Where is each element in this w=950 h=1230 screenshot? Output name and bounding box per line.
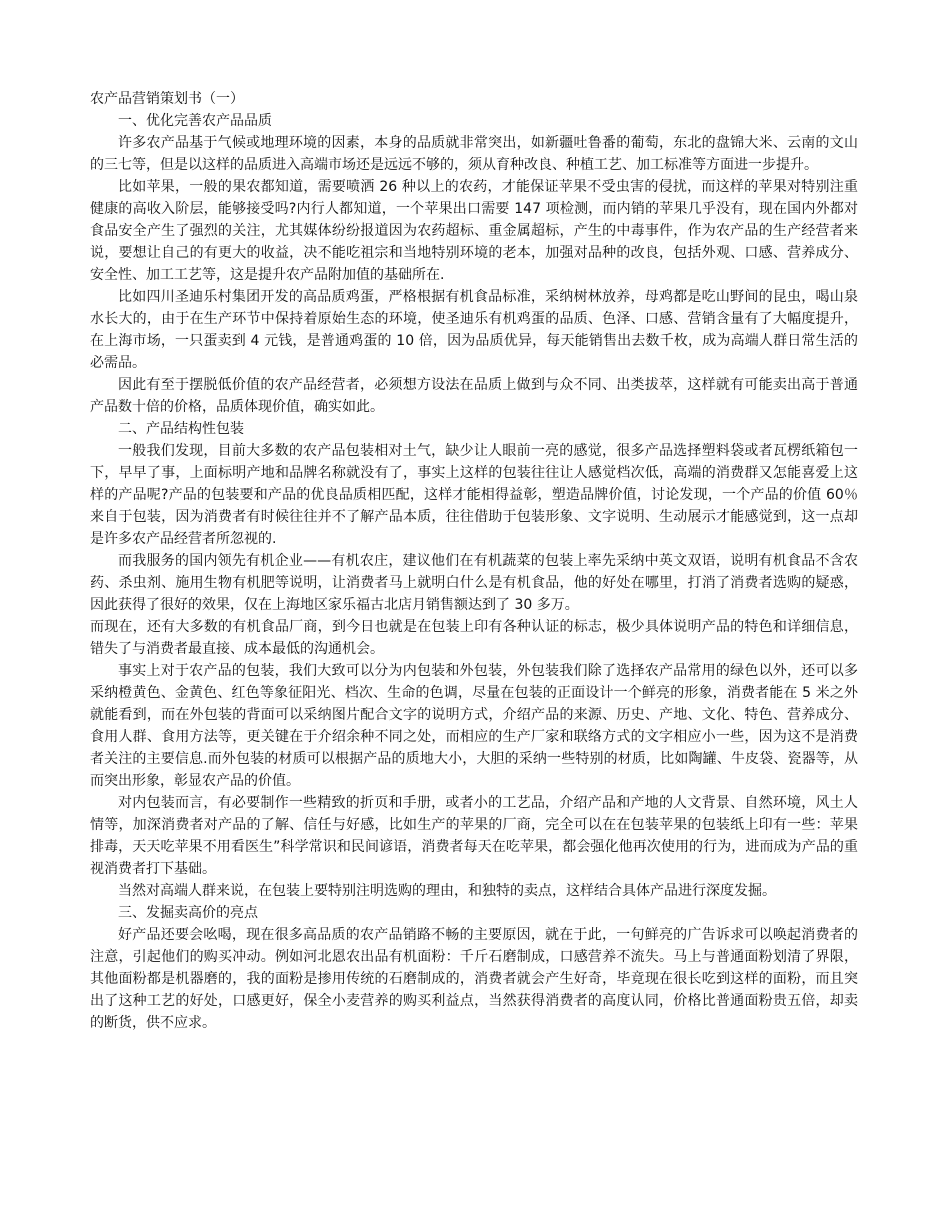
paragraph: 比如苹果，一般的果农都知道，需要喷洒 26 种以上的农药，才能保证苹果不受虫害的侵扰，而这样的苹果对特别注重健康的高收入阶层，能够接受吗?内行人都知道，一个苹果出口需要 147 项检测，而内销的苹果几乎没有，现在国内外都对食品安全产生了强烈的关注，尤其媒体纷纷报道因为农药超标、重金属超标，产生的中毒事件，作为农产品的生产经营者来说，要想让自己的有更大的收益，决不能吃祖宗和当地特别环境的老本，加强对品种的改良，包括外观、口感、营养成分、安全性、加工工艺等，这是提升农产品附加值的基础所在.: [90, 179, 858, 283]
paragraph: 当然对高端人群来说，在包装上要特别注明选购的理由，和独特的卖点，这样结合具体产品进行深度发掘。: [118, 883, 776, 899]
paragraph: 而我服务的国内领先有机企业——有机农庄，建议他们在有机蔬菜的包装上率先采纳中英文双语，说明有机食品不含农药、杀虫剂、施用生物有机肥等说明，让消费者马上就明白什么是有机食品，他的好处在哪里，打消了消费者选购的疑惑，因此获得了很好的效果，仅在上海地区家乐福古北店月销售额达到了 30 多万。: [90, 553, 858, 613]
section-heading: 三、发掘卖高价的亮点: [118, 905, 258, 921]
paragraph: 对内包装而言，有必要制作一些精致的折页和手册，或者小的工艺品，介绍产品和产地的人文背景、自然环境，风土人情等，加深消费者对产品的了解、信任与好感，比如生产的苹果的厂商，完全可以在在包装苹果的包装纸上印有一些：苹果排毒，天天吃苹果不用看医生”科学常识和民间谚语，消费者每天在吃苹果，都会强化他再次使用的行为，进而成为产品的重视消费者打下基础。: [90, 795, 858, 877]
paragraph: 而现在，还有大多数的有机食品厂商，到今日也就是在包装上印有各种认证的标志，极少具体说明产品的特色和详细信息，错失了与消费者最直接、成本最低的沟通机会。: [90, 619, 858, 657]
paragraph: 一般我们发现，目前大多数的农产品包装相对土气，缺少让人眼前一亮的感觉，很多产品选择塑料袋或者瓦楞纸箱包一下，早早了事，上面标明产地和品牌名称就没有了，事实上这样的包装往往让人感觉档次低，高端的消费群又怎能喜爱上这样的产品呢?产品的包装要和产品的优良品质相匹配，这样才能相得益彰，塑造品牌价值，讨论发现，一个产品的价值 60％来自于包装，因为消费者有时候往往并不了解产品本质，往往借助于包装形象、文字说明、生动展示才能感觉到，这一点却是许多农产品经营者所忽视的.: [90, 443, 858, 547]
paragraph: 许多农产品基于气候或地理环境的因素，本身的品质就非常突出，如新疆吐鲁番的葡萄，东北的盘锦大米、云南的文山的三七等，但是以这样的品质进入高端市场还是远远不够的，须从育种改良、种植工艺、加工标准等方面进一步提升。: [90, 135, 858, 173]
paragraph: 好产品还要会吆喝，现在很多高品质的农产品销路不畅的主要原因，就在于此，一句鲜亮的广告诉求可以唤起消费者的注意，引起他们的购买冲动。例如河北恩农出品有机面粉：千斤石磨制成，口感营养不流失。马上与普通面粉划清了界限，其他面粉都是机器磨的，我的面粉是掺用传统的石磨制成的，消费者就会产生好奇，毕竟现在很长吃到这样的面粉，而且突出了这种工艺的好处，口感更好，保全小麦营养的购买利益点，当然获得消费者的高度认同，价格比普通面粉贵五倍，却卖的断货，供不应求。: [90, 927, 858, 1031]
document-page: [90, 88, 858, 1034]
section-heading: 一、优化完善农产品品质: [118, 113, 272, 129]
document-title: 农产品营销策划书（一）: [90, 91, 244, 107]
paragraph: 比如四川圣迪乐村集团开发的高品质鸡蛋，严格根据有机食品标准，采纳树林放养，母鸡都是吃山野间的昆虫，喝山泉水长大的，由于在生产环节中保持着原始生态的环境，使圣迪乐有机鸡蛋的品质、色泽、口感、营销含量有了大幅度提升，在上海市场，一只蛋卖到 4 元钱，是普通鸡蛋的 10 倍，因为品质优异，每天能销售出去数千枚，成为高端人群日常生活的必需品。: [90, 289, 858, 371]
paragraph: 因此有至于摆脱低价值的农产品经营者，必须想方设法在品质上做到与众不同、出类拔萃，这样就有可能卖出高于普通产品数十倍的价格，品质体现价值，确实如此。: [90, 377, 858, 415]
section-heading: 二、产品结构性包装: [118, 421, 244, 437]
paragraph: 事实上对于农产品的包装，我们大致可以分为内包装和外包装，外包装我们除了选择农产品常用的绿色以外，还可以多采纳橙黄色、金黄色、红色等象征阳光、档次、生命的色调，尽量在包装的正面设计一个鲜亮的形象，消费者能在 5 米之外就能看到，而在外包装的背面可以采纳图片配合文字的说明方式，介绍产品的来源、历史、产地、文化、特色、营养成分、食用人群、食用方法等，更关键在于介绍余种不同之处，而相应的生产厂家和联络方式的文字相应小一些，因为这不是消费者关注的主要信息.而外包装的材质可以根据产品的质地大小，大胆的采纳一些特别的材质，比如陶罐、牛皮袋、瓷器等，从而突出形象，彰显农产品的价值。: [90, 663, 858, 789]
